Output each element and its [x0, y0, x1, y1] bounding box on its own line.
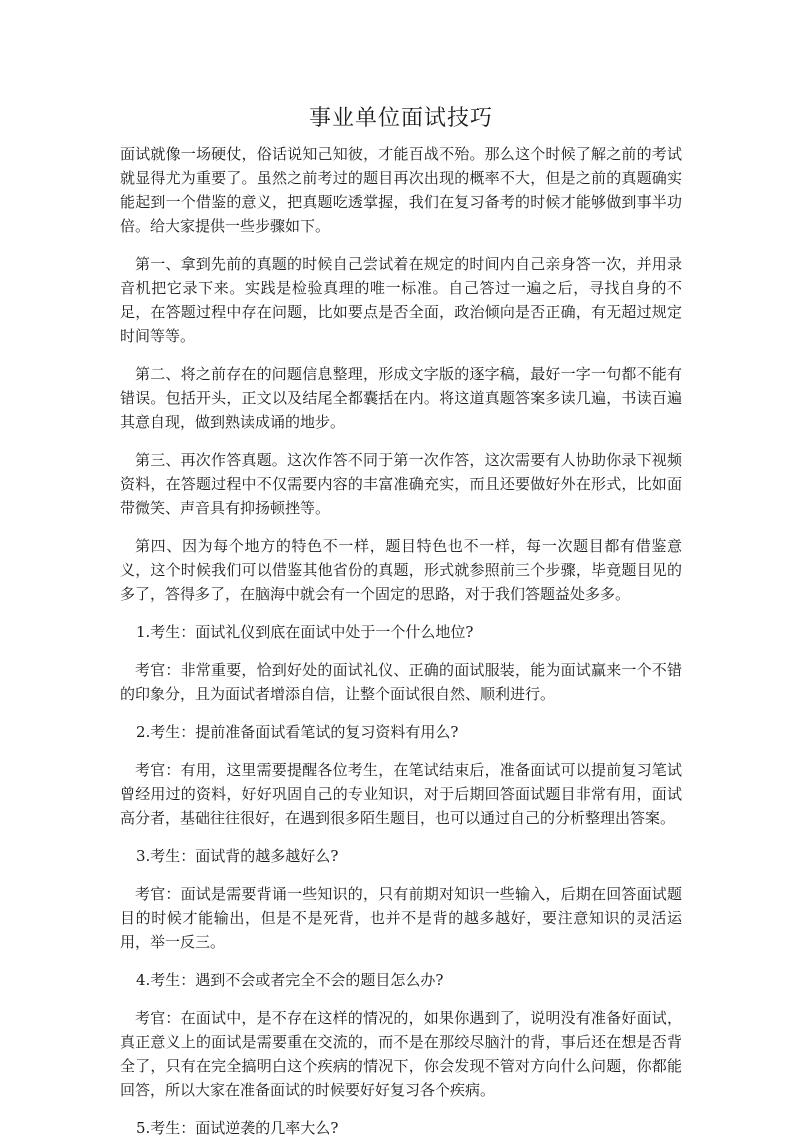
spacer — [120, 348, 682, 362]
spacer — [120, 134, 682, 142]
answer-4: 考官：在面试中，是不存在这样的情况的，如果你遇到了，说明没有准备好面试，真正意义上的面试是需要重在交流的，而不是在那绞尽脑汁的背，事后还在想是否背全了，只有在完全搞明白这个疾病的情况下，你会发现不管对方向什么问题，你都能回答，所以大家在准备面试的时候要好好复习各个疾病。 — [120, 1009, 682, 1099]
spacer — [120, 1102, 682, 1116]
question-2: 2.考生：提前准备面试看笔试的复习资料有用么? — [136, 723, 459, 741]
answer-1: 考官：非常重要，恰到好处的面试礼仪、正确的面试服装，能为面试赢来一个不错的印象分，且为面试者增添自信，让整个面试很自然、顺利进行。 — [120, 661, 682, 703]
spacer — [120, 868, 682, 882]
spacer — [120, 954, 682, 968]
spacer — [120, 606, 682, 620]
document-page — [120, 0, 682, 1140]
spacer — [120, 520, 682, 534]
answer-3: 考官：面试是需要背诵一些知识的，只有前期对知识一些输入，后期在回答面试题目的时候才能输出，但是不是死背，也并不是背的越多越好，要注意知识的灵活运用，举一反三。 — [120, 885, 682, 951]
question-5: 5.考生：面试逆袭的几率大么? — [136, 1119, 339, 1137]
question-1: 1.考生：面试礼仪到底在面试中处于一个什么地位? — [136, 623, 474, 641]
intro-paragraph: 面试就像一场硬仗，俗话说知己知彼，才能百战不殆。那么这个时候了解之前的考试就显得尤为重要了。虽然之前考过的题目再次出现的概率不大，但是之前的真题确实能起到一个借鉴的意义，把真题吃透掌握，我们在复习备考的时候才能够做到事半功倍。给大家提供一些步骤如下。 — [120, 145, 682, 235]
step-paragraph-1: 第一、拿到先前的真题的时候自己尝试着在规定的时间内自己亲身答一次，并用录音机把它录下来。实践是检验真理的唯一标准。自己答过一遍之后，寻找自身的不足，在答题过程中存在问题，比如要点是否全面，政治倾向是否正确，有无超过规定时间等等。 — [120, 255, 682, 345]
step-paragraph-4: 第四、因为每个地方的特色不一样，题目特色也不一样，每一次题目都有借鉴意义，这个时候我们可以借鉴其他省份的真题，形式就参照前三个步骤，毕竟题目见的多了，答得多了，在脑海中就会有一个固定的思路，对于我们答题益处多多。 — [120, 537, 682, 603]
question-3: 3.考生：面试背的越多越好么? — [136, 847, 339, 865]
step-paragraph-2: 第二、将之前存在的问题信息整理，形成文字版的逐字稿，最好一字一句都不能有错误。包括开头，正文以及结尾全都囊括在内。将这道真题答案多读几遍，书读百遍其意自现，做到熟读成诵的地步。 — [120, 365, 682, 431]
question-4: 4.考生：遇到不会或者完全不会的题目怎么办? — [136, 971, 444, 989]
spacer — [120, 644, 682, 658]
document-title: 事业单位面试技巧 — [308, 106, 493, 131]
spacer — [120, 434, 682, 448]
spacer — [120, 238, 682, 252]
spacer — [120, 992, 682, 1006]
spacer — [120, 830, 682, 844]
spacer — [120, 706, 682, 720]
step-paragraph-3: 第三、再次作答真题。这次作答不同于第一次作答，这次需要有人协助你录下视频资料，在答题过程中不仅需要内容的丰富准确充实，而且还要做好外在形式，比如面带微笑、声音具有抑扬顿挫等。 — [120, 451, 682, 517]
spacer — [120, 744, 682, 758]
answer-2: 考官：有用，这里需要提醒各位考生，在笔试结束后，准备面试可以提前复习笔试曾经用过的资料，好好巩固自己的专业知识，对于后期回答面试题目非常有用，面试高分者，基础往往很好，在遇到很多陌生题目，也可以通过自己的分析整理出答案。 — [120, 761, 682, 827]
